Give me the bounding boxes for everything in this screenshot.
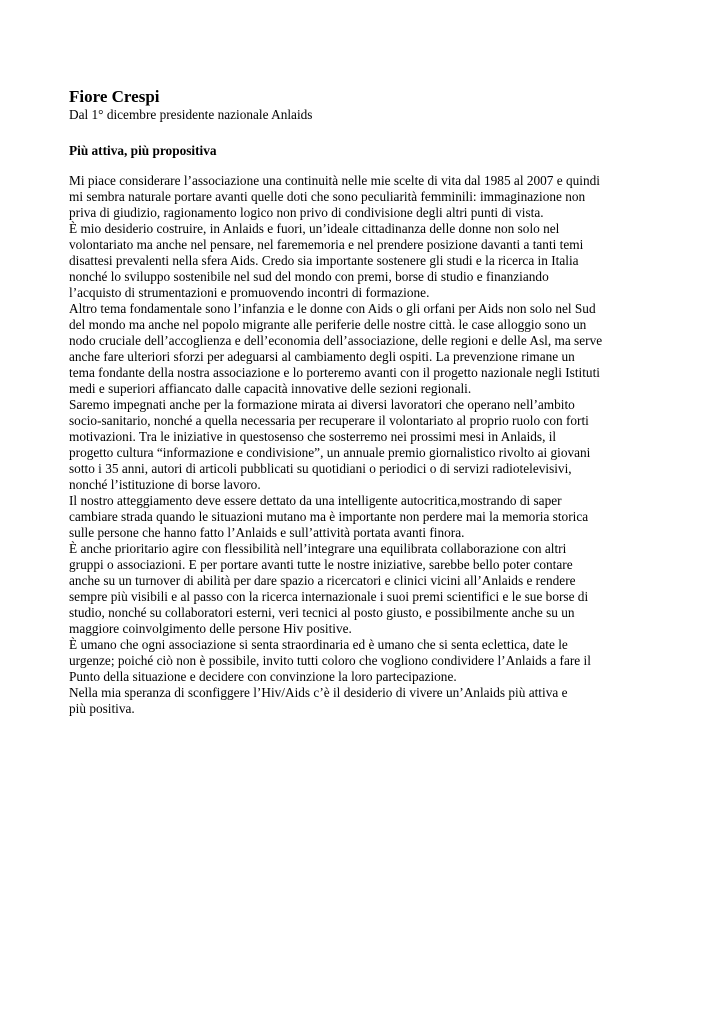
text-line: mi sembra naturale portare avanti quelle doti che sono peculiarità femminili: immaginazione non	[69, 189, 586, 204]
text-line: sulle persone che hanno fatto l’Anlaids e sull’attività portata avanti finora.	[69, 525, 465, 540]
paragraph	[69, 493, 669, 541]
text-line: Saremo impegnati anche per la formazione mirata ai diversi lavoratori che operano nell’ambito	[69, 397, 575, 412]
text-line: Altro tema fondamentale sono l’infanzia e le donne con Aids o gli orfani per Aids non solo nel Sud	[69, 301, 596, 316]
text-line: È umano che ogni associazione si senta straordinaria ed è umano che si senta eclettica, date le	[69, 637, 568, 652]
document-body	[69, 87, 669, 717]
paragraph	[69, 637, 669, 685]
text-line: progetto cultura “informazione e condivisione”, un annuale premio giornalistico rivolto ai giovani	[69, 445, 591, 460]
text-line: più positiva.	[69, 701, 135, 716]
paragraph	[69, 541, 669, 637]
text-line: maggiore coinvolgimento delle persone Hiv positive.	[69, 621, 352, 636]
text-line: Mi piace considerare l’associazione una continuità nelle mie scelte di vita dal 1985 al 2007 e quindi	[69, 173, 600, 188]
text-line: Nella mia speranza di sconfiggere l’Hiv/Aids c’è il desiderio di vivere un’Anlaids più attiva e	[69, 685, 568, 700]
paragraph	[69, 301, 669, 397]
text-line: nonché lo sviluppo sostenibile nel sud del mondo con premi, borse di studio e finanziando	[69, 269, 549, 284]
text-line: sempre più visibili e al passo con la ricerca internazionale i suoi premi scientifici e le sue borse di	[69, 589, 589, 604]
article-text	[69, 173, 669, 717]
text-line: nodo cruciale dell’accoglienza e dell’economia dell’associazione, delle regioni e delle Asl, ma serve	[69, 333, 603, 348]
text-line: volontariato ma anche nel pensare, nel farememoria e nel prendere posizione davanti a tanti temi	[69, 237, 584, 252]
text-line: È anche prioritario agire con flessibilità nell’integrare una equilibrata collaborazione con altri	[69, 541, 567, 556]
text-line: anche su un turnover di abilità per dare spazio a ricercatori e clinici vicini all’Anlaids e rendere	[69, 573, 576, 588]
text-line: cambiare strada quando le situazioni mutano ma è importante non perdere mai la memoria storica	[69, 509, 589, 524]
text-line: anche fare ulteriori sforzi per adeguarsi al cambiamento degli ospiti. La prevenzione rimane un	[69, 349, 575, 364]
text-line: sotto i 35 anni, autori di articoli pubblicati su quotidiani o periodici o di servizi radiotelevisivi,	[69, 461, 572, 476]
author-role: Dal 1° dicembre presidente nazionale Anlaids	[69, 107, 313, 122]
text-line: urgenze; poiché ciò non è possibile, invito tutti coloro che vogliono condividere l’Anlaids a fare il	[69, 653, 591, 668]
paragraph	[69, 221, 669, 301]
text-line: È mio desiderio costruire, in Anlaids e fuori, un’ideale cittadinanza delle donne non solo nel	[69, 221, 560, 236]
text-line: socio-sanitario, nonché a quella necessaria per recuperare il volontariato al proprio ruolo con forti	[69, 413, 589, 428]
paragraph	[69, 397, 669, 493]
text-line: motivazioni. Tra le iniziative in questosenso che sosterremo nei prossimi mesi in Anlaids, il	[69, 429, 557, 444]
text-line: nonché l’istituzione di borse lavoro.	[69, 477, 261, 492]
text-line: Il nostro atteggiamento deve essere dettato da una intelligente autocritica,mostrando di saper	[69, 493, 562, 508]
text-line: priva di giudizio, ragionamento logico non privo di condivisione degli altri punti di vista.	[69, 205, 544, 220]
text-line: del mondo ma anche nel popolo migrante alle periferie delle nostre città. le case alloggio sono un	[69, 317, 587, 332]
paragraph	[69, 685, 669, 717]
paragraph	[69, 173, 669, 221]
author-name: Fiore Crespi	[69, 87, 160, 106]
text-line: tema fondante della nostra associazione e lo porteremo avanti con il progetto nazionale negli Istituti	[69, 365, 600, 380]
text-line: studio, nonché su collaboratori esterni, veri tecnici al posto giusto, e possibilmente anche su un	[69, 605, 575, 620]
text-line: Punto della situazione e decidere con convinzione la loro partecipazione.	[69, 669, 457, 684]
article-heading: Più attiva, più propositiva	[69, 143, 217, 158]
text-line: disattesi prevalenti nella sfera Aids. Credo sia importante sostenere gli studi e la ricerca in Italia	[69, 253, 579, 268]
text-line: gruppi o associazioni. E per portare avanti tutte le nostre iniziative, sarebbe bello poter contare	[69, 557, 573, 572]
text-line: medi e superiori affiancato dalle capacità innovative delle sezioni regionali.	[69, 381, 472, 396]
text-line: l’acquisto di strumentazioni e promuovendo incontri di formazione.	[69, 285, 430, 300]
